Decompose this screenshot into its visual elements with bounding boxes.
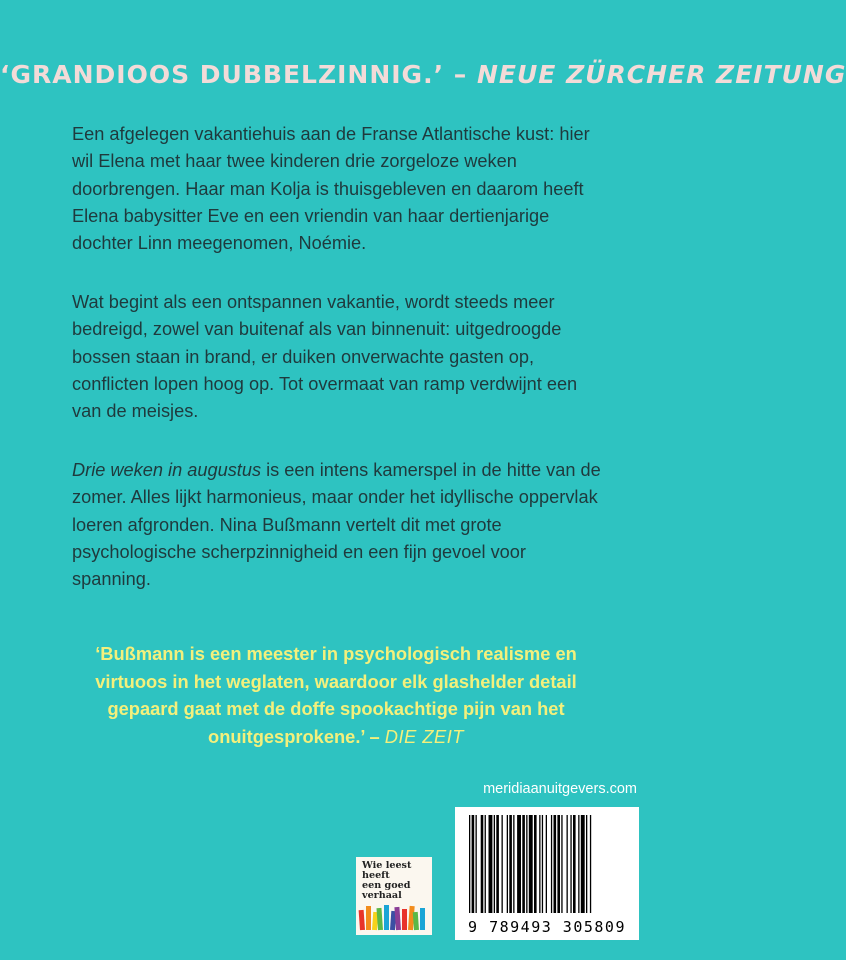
- blurb-paragraph-1: Een afgelegen vakantiehuis aan de Franse Atlantische kust: hier wil Elena met haar twee kinderen drie zorgeloze weken doorbrengen. Haar man Kolja is thuisgebleven en daarom heeft Elena babysitter Eve en een vriendin van haar dertienjarige dochter Linn meegenomen, Noémie.: [72, 124, 590, 254]
- top-quote-dash: –: [444, 60, 477, 89]
- blurb-paragraph-2: Wat begint als een ontspannen vakantie, wordt steeds meer bedreigd, zowel van buitenaf als van binnenuit: uitgedroogde bossen staan in brand, er duiken onverwachte gasten op, conflicten lopen hoog op. Tot overmaat van ramp verdwijnt een van de meisjes.: [72, 292, 578, 422]
- bottom-review-quote: [60, 640, 612, 750]
- logo-text: Wie leest heeft een goed verhaal: [362, 860, 412, 901]
- bottom-quote-dash: –: [364, 725, 385, 747]
- reading-campaign-logo: [356, 857, 432, 935]
- barcode-bars-icon: [467, 815, 627, 915]
- bottom-quote-source: DIE ZEIT: [384, 725, 464, 747]
- blurb-paragraph-3: [72, 457, 602, 593]
- publisher-website: meridiaanuitgevers.com: [483, 781, 637, 797]
- blurb-paragraph-3-text: is een intens kamerspel in de hitte van de zomer. Alles lijkt harmonieus, maar onder het idyllische oppervlak loeren afgronden. Nina Bußmann vertelt dit met grote psychologische scherpzinnigheid en een fijn gevoel voor spanning.: [72, 460, 601, 590]
- top-quote-source: NEUE ZÜRCHER ZEITUNG: [477, 60, 846, 89]
- isbn-number: 9 789493 305809: [468, 918, 626, 936]
- book-title: Drie weken in augustus: [72, 460, 262, 480]
- barcode: [455, 807, 639, 940]
- bottom-quote-text: ‘Bußmann is een meester in psychologisch realisme en virtuoos in het weglaten, waardoor elk glashelder detail gepaard gaat met de doffe spookachtige pijn van het onuitgesprokene.’: [95, 643, 577, 747]
- top-review-quote: [0, 60, 846, 89]
- top-quote-text: ‘GRANDIOOS DUBBELZINNIG.’: [0, 60, 445, 89]
- books-icon: [360, 904, 428, 930]
